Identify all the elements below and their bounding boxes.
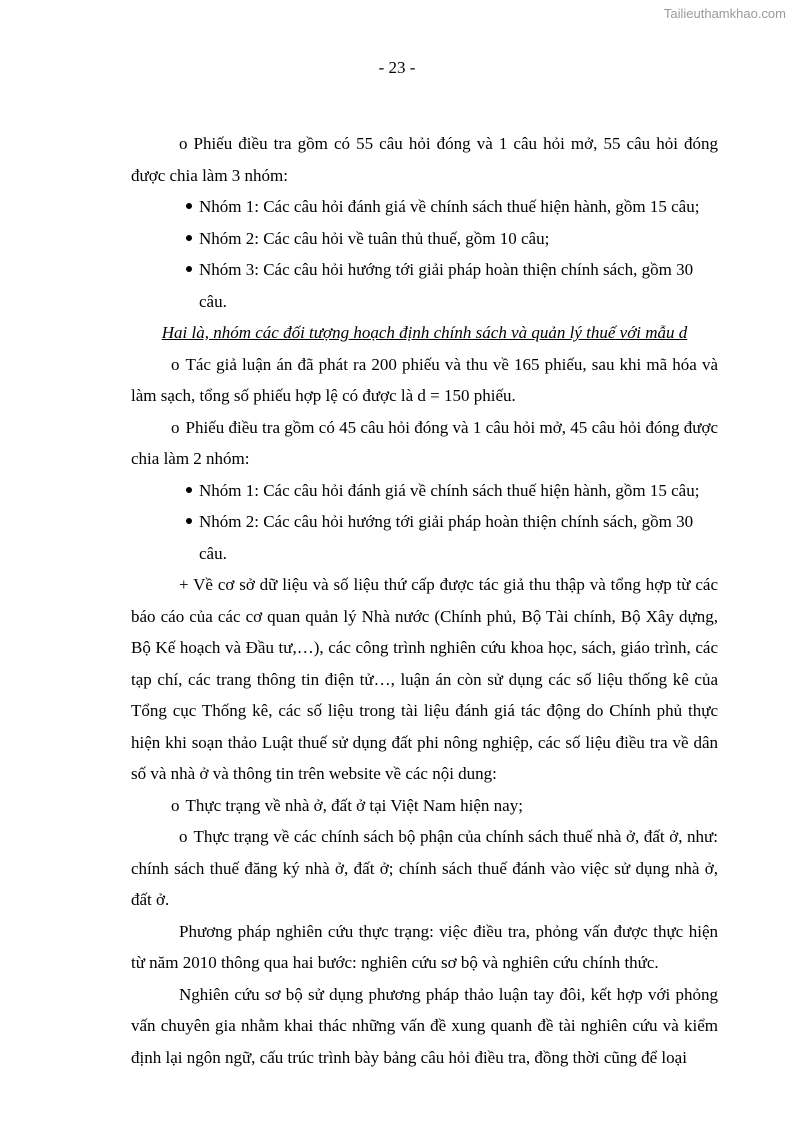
- bullet-icon: [186, 235, 192, 241]
- watermark: Tailieuthamkhao.com: [663, 6, 786, 21]
- paragraph-text: Phiếu điều tra gồm có 55 câu hỏi đóng và 1 câu hỏi mở, 55 câu hỏi đóng được chia làm 3 nhóm:: [131, 134, 718, 185]
- paragraph-secondary-data: + Về cơ sở dữ liệu và số liệu thứ cấp được tác giả thu thập và tổng hợp từ các báo cáo của các cơ quan quản lý Nhà nước (Chính phủ, Bộ Tài chính, Bộ Xây dựng, Bộ Kế hoạch và Đầu tư,…), các công trình nghiên cứu khoa học, sách, giáo trình, các tạp chí, các trang thông tin điện tử…, luận án còn sử dụng các số liệu thống kê của Tổng cục Thống kê, các số liệu trong tài liệu đánh giá tác động do Chính phủ thực hiện khi soạn thảo Luật thuế sử dụng đất phi nông nghiệp, các số liệu điều tra về dân số và nhà ở và thông tin trên website về các nội dung:: [131, 575, 718, 783]
- bullet-icon: [186, 266, 192, 272]
- bullet-icon: [186, 203, 192, 209]
- list-item: [131, 191, 718, 223]
- paragraph-topic-1: [131, 790, 718, 822]
- page-number: - 23 -: [378, 58, 416, 77]
- list-item-text: Nhóm 2: Các câu hỏi về tuân thủ thuế, gồm 10 câu;: [199, 228, 550, 248]
- circle-bullet-icon: o: [179, 134, 188, 153]
- circle-bullet-icon: o: [179, 827, 188, 846]
- circle-bullet-icon: o: [171, 354, 180, 374]
- list-item-text: Nhóm 1: Các câu hỏi đánh giá về chính sách thuế hiện hành, gồm 15 câu;: [199, 480, 700, 500]
- paragraph-topic-2: [131, 821, 718, 916]
- circle-bullet-icon: o: [171, 417, 180, 437]
- list-item-text: Nhóm 3: Các câu hỏi hướng tới giải pháp hoàn thiện chính sách, gồm 30 câu.: [199, 260, 694, 311]
- list-item-text: Nhóm 1: Các câu hỏi đánh giá về chính sách thuế hiện hành, gồm 15 câu;: [199, 197, 700, 216]
- paragraph-method: Phương pháp nghiên cứu thực trạng: việc điều tra, phỏng vấn được thực hiện từ năm 2010 thông qua hai bước: nghiên cứu sơ bộ và nghiên cứu chính thức.: [131, 921, 718, 972]
- circle-bullet-icon: o: [171, 795, 180, 815]
- paragraph-text: Thực trạng về các chính sách bộ phận của chính sách thuế nhà ở, đất ở, như: chính sách thuế đăng ký nhà ở, đất ở; chính sách thuế đánh vào việc sử dụng nhà ở, đất ở.: [131, 827, 718, 909]
- paragraph-text: Phiếu điều tra gồm có 45 câu hỏi đóng và 1 câu hỏi mở, 45 câu hỏi đóng được chia làm 2 nhóm:: [131, 417, 718, 468]
- bullet-icon: [186, 487, 192, 493]
- group-list-2: [131, 475, 718, 570]
- paragraph-text: Thực trạng về nhà ở, đất ở tại Việt Nam hiện nay;: [185, 795, 523, 815]
- bullet-icon: [186, 518, 192, 524]
- paragraph-text: Tác giả luận án đã phát ra 200 phiếu và thu về 165 phiếu, sau khi mã hóa và làm sạch, tổng số phiếu hợp lệ có được là d = 150 phiếu.: [131, 354, 718, 405]
- section-heading: Hai là, nhóm các đối tượng hoạch định chính sách và quản lý thuế với mẫu d: [161, 323, 688, 342]
- list-item-text: Nhóm 2: Các câu hỏi hướng tới giải pháp hoàn thiện chính sách, gồm 30 câu.: [199, 512, 694, 563]
- document-body: [131, 128, 718, 1073]
- list-item: [131, 506, 718, 569]
- list-item: [131, 223, 718, 255]
- paragraph-survey-2: [131, 412, 718, 475]
- paragraph-preliminary: Nghiên cứu sơ bộ sử dụng phương pháp thảo luận tay đôi, kết hợp với phỏng vấn chuyên gia nhằm khai thác những vấn đề xung quanh đề tài nghiên cứu và kiểm định lại ngôn ngữ, cấu trúc trình bày bảng câu hỏi điều tra, đồng thời cũng để loại: [131, 984, 718, 1067]
- group-list-1: [131, 191, 718, 317]
- list-item: [131, 254, 718, 317]
- paragraph-survey-result: [131, 349, 718, 412]
- list-item: [131, 475, 718, 507]
- paragraph-survey-1: [131, 128, 718, 191]
